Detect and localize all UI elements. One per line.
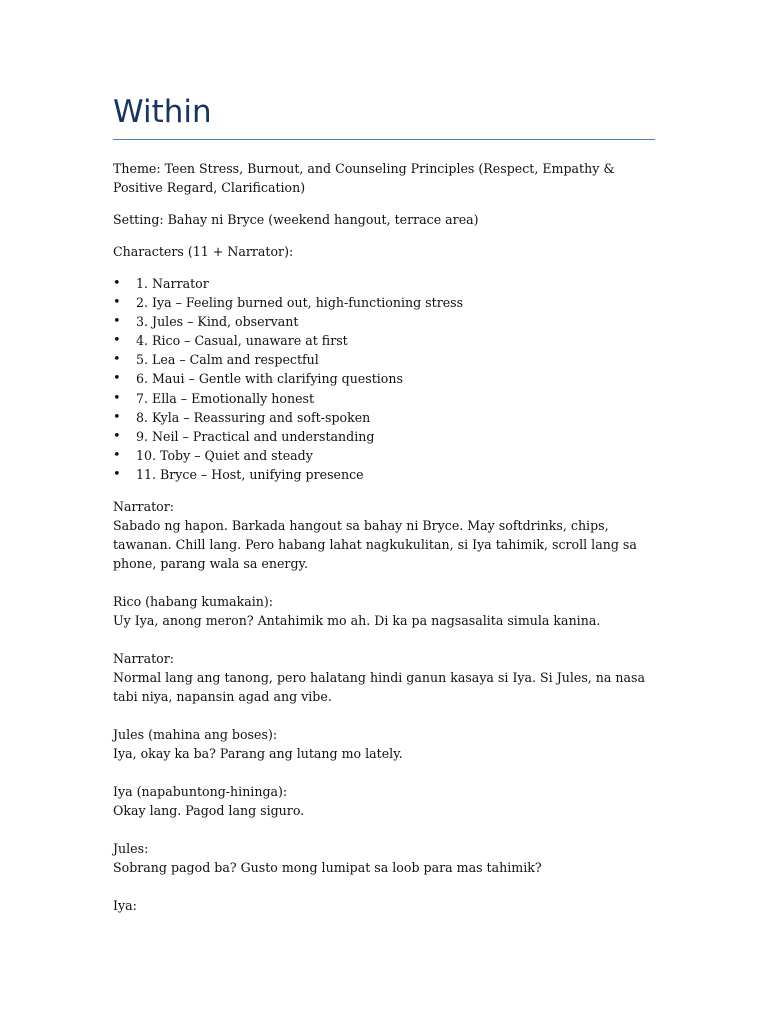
bullet-icon: • [113, 466, 121, 482]
bullet-icon: • [113, 447, 121, 463]
theme-paragraph: Theme: Teen Stress, Burnout, and Counseling Principles (Respect, Empathy & Positive Regard, Clarification) [113, 161, 615, 195]
list-item [113, 274, 655, 293]
dialogue-text: Normal lang ang tanong, pero halatang hindi ganun kasaya si Iya. Si Jules, na nasa tabi niya, napansin agad ang vibe. [113, 670, 646, 705]
character-label: 1. Narrator [136, 276, 209, 291]
character-label: 7. Ella – Emotionally honest [136, 390, 315, 406]
script-body [113, 497, 655, 915]
speaker-label: Narrator: [113, 651, 174, 667]
bullet-icon: • [113, 409, 121, 425]
script-block [113, 782, 655, 820]
document-page [113, 92, 655, 934]
character-list [113, 274, 655, 484]
character-label: 8. Kyla – Reassuring and soft-spoken [136, 409, 371, 425]
script-block [113, 896, 655, 915]
title-divider [113, 139, 655, 140]
character-label: 2. Iya – Feeling burned out, high-functioning stress [136, 295, 464, 311]
character-label: 3. Jules – Kind, observant [136, 314, 299, 330]
speaker-label: Iya (napabuntong-hininga): [113, 784, 288, 800]
speaker-label: Iya: [113, 898, 137, 914]
list-item [113, 389, 655, 408]
list-item [113, 350, 655, 369]
script-block [113, 497, 655, 573]
bullet-icon: • [113, 314, 121, 330]
list-item [113, 331, 655, 350]
list-item [113, 427, 655, 446]
setting-paragraph: Setting: Bahay ni Bryce (weekend hangout, terrace area) [113, 212, 479, 227]
bullet-icon: • [113, 276, 121, 291]
character-label: 4. Rico – Casual, unaware at first [136, 333, 348, 349]
bullet-icon: • [113, 390, 121, 406]
list-item [113, 446, 655, 465]
list-item [113, 408, 655, 427]
bullet-icon: • [113, 352, 121, 368]
list-item [113, 369, 655, 388]
character-label: 5. Lea – Calm and respectful [136, 352, 319, 368]
character-label: 6. Maui – Gentle with clarifying questions [136, 371, 403, 387]
list-item [113, 465, 655, 484]
characters-heading: Characters (11 + Narrator): [113, 244, 294, 259]
bullet-icon: • [113, 428, 121, 444]
speaker-label: Narrator: [113, 499, 174, 515]
script-block [113, 649, 655, 706]
speaker-label: Jules (mahina ang boses): [113, 727, 278, 743]
speaker-label: Rico (habang kumakain): [113, 594, 274, 610]
character-label: 9. Neil – Practical and understanding [136, 428, 375, 444]
document-title: Within [113, 94, 212, 130]
dialogue-text: Iya, okay ka ba? Parang ang lutang mo lately. [113, 746, 403, 762]
character-label: 11. Bryce – Host, unifying presence [136, 466, 364, 482]
dialogue-text: Uy Iya, anong meron? Antahimik mo ah. Di ka pa nagsasalita simula kanina. [113, 613, 601, 629]
list-item [113, 293, 655, 312]
speaker-label: Jules: [113, 841, 149, 857]
script-block [113, 725, 655, 763]
dialogue-text: Okay lang. Pagod lang siguro. [113, 803, 305, 819]
dialogue-text: Sobrang pagod ba? Gusto mong lumipat sa loob para mas tahimik? [113, 860, 542, 876]
character-label: 10. Toby – Quiet and steady [136, 447, 313, 463]
dialogue-text: Sabado ng hapon. Barkada hangout sa bahay ni Bryce. May softdrinks, chips, tawanan. Chill lang. Pero habang lahat nagkukulitan, si Iya tahimik, scroll lang sa phone, parang wala sa energy. [113, 518, 637, 572]
list-item [113, 312, 655, 331]
bullet-icon: • [113, 371, 121, 387]
bullet-icon: • [113, 295, 121, 311]
script-block [113, 592, 655, 630]
script-block [113, 839, 655, 877]
bullet-icon: • [113, 333, 121, 349]
